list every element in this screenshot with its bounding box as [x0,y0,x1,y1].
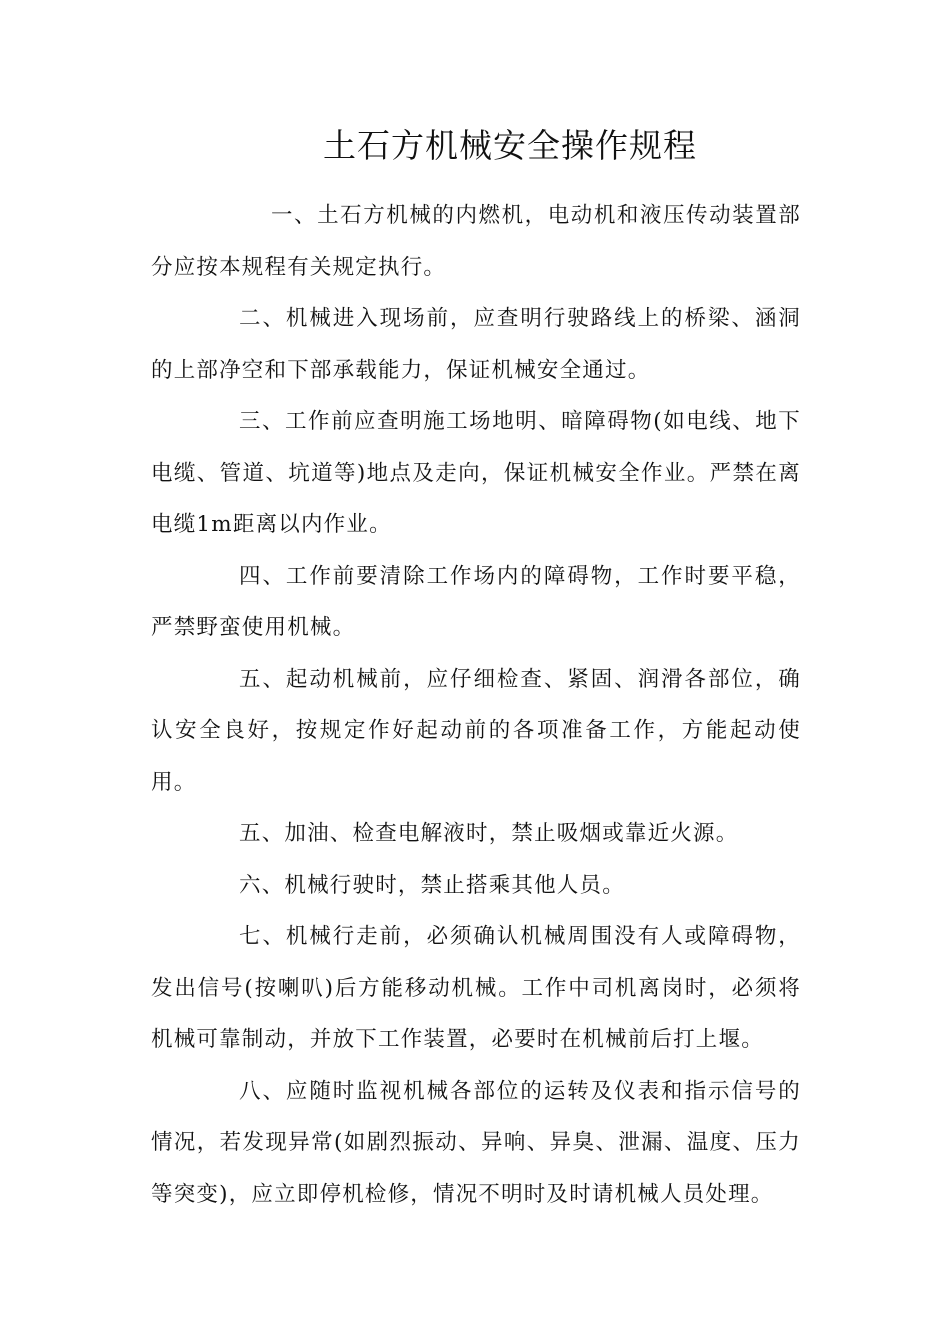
paragraph-7: 六、机械行驶时，禁止搭乘其他人员。 [239,872,625,898]
paragraph-8: 七、机械行走前，必须确认机械周围没有人或障碍物，发出信号(按喇叭)后方能移动机械。工作中司机离岗时，必须将机械可靠制动，并放下工作装置，必要时在机械前后打上堰。 [151,924,801,1052]
paragraph-9: 八、应随时监视机械各部位的运转及仪表和指示信号的情况，若发现异常(如剧烈振动、异响、异臭、泄漏、温度、压力等突变)，应立即停机检修，情况不明时及时请机械人员处理。 [151,1078,801,1207]
paragraph-2: 二、机械进入现场前，应查明行驶路线上的桥梁、涵洞的上部净空和下部承载能力，保证机械安全通过。 [151,306,801,383]
document-title: 土石方机械安全操作规程 [323,126,697,165]
paragraph-3: 三、工作前应查明施工场地明、暗障碍物(如电线、地下电缆、管道、坑道等)地点及走向，保证机械安全作业。严禁在离电缆1m距离以内作业。 [151,409,801,537]
paragraph-5: 五、起动机械前，应仔细检查、紧固、润滑各部位，确认安全良好，按规定作好起动前的各项准备工作，方能起动使用。 [151,666,801,795]
paragraph-4: 四、工作前要清除工作场内的障碍物，工作时要平稳，严禁野蛮使用机械。 [151,563,801,640]
document-body [151,190,801,1220]
paragraph-6: 五、加油、检查电解液时，禁止吸烟或靠近火源。 [239,821,739,846]
paragraph-1: 一、土石方机械的内燃机，电动机和液压传动装置部分应按本规程有关规定执行。 [151,203,801,280]
